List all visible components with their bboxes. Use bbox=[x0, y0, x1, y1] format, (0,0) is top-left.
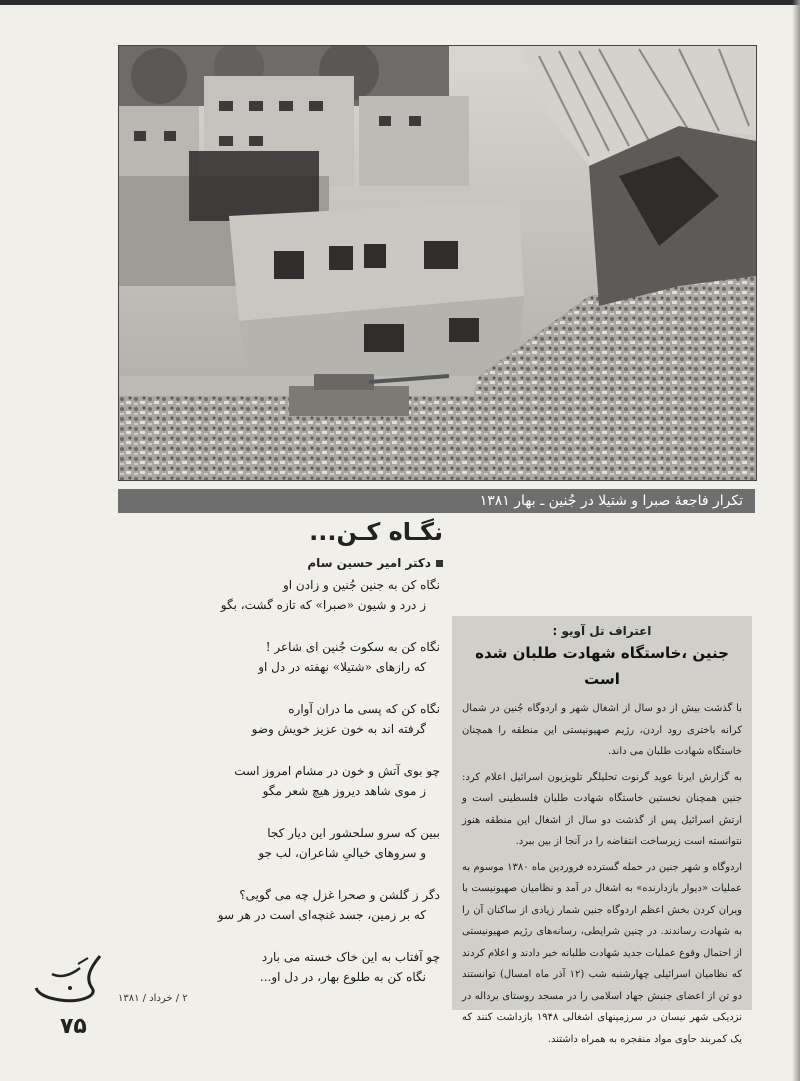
poem-stanza bbox=[190, 637, 440, 677]
poem-line: ز موی شاهد دیروز هیچ شعر مگو bbox=[262, 784, 426, 798]
issue-date: ۲ / خرداد / ۱۳۸۱ bbox=[118, 993, 188, 1004]
top-rule bbox=[0, 0, 800, 5]
poem-line: و سروهای خیالیِ شاعران، لب جو bbox=[258, 846, 426, 860]
poem-line: نگاه کن به سکوت جُنین ای شاعر ! bbox=[265, 640, 440, 654]
poem-line: ببین که سرو سلحشور این دیار کجا bbox=[267, 826, 440, 840]
poem-stanza bbox=[190, 885, 440, 925]
sidebar-headline: جنین ،خاستگاه شهادت طلبان شده است bbox=[475, 644, 729, 688]
poem-stanza bbox=[190, 947, 440, 987]
poem-stanza bbox=[190, 761, 440, 801]
poem-line: نگاه کن به طلوع بهار، در دل او... bbox=[259, 970, 426, 984]
binding-shadow bbox=[792, 0, 800, 1081]
author-name: دکتر امیر حسین سام bbox=[307, 556, 431, 570]
destroyed-buildings-photo bbox=[118, 45, 757, 481]
poem-line: نگاه کن به جنین جُنین و زادن او bbox=[282, 578, 440, 592]
poem-title: نگـاه کـن... bbox=[309, 518, 443, 546]
photo-caption: تکرار فاجعهٔ صبرا و شتیلا در جُنین ـ بهار ۱۳۸۱ bbox=[118, 489, 755, 513]
poem-stanza bbox=[190, 823, 440, 863]
poem-line: که رازهای «شتیلا» نهفته در دل او bbox=[258, 660, 426, 674]
sidebar-paragraph: اردوگاه و شهر جنین در حمله گسترده فروردین ماه ۱۳۸۰ موسوم به عملیات «دیوار بازدارنده» به اشغال در آمد و نظامیان صهیونیست با ویران کردن بخش اعظم اردوگاه جنین شمار زیادی از ساکنان آن را به شهادت رساندند. در چنین شرایطی، رسانه‌های رژیم صهیونیستی از احتمال وقوع عملیات جدید شهادت طلبانه خبر دادند و اعلام کردند که نظامیان اسرائیلی چهارشنبه شب (۱۲ آذر ماه امسال) توانستند دو تن از اعضای جنبش جهاد اسلامی را در مسجد روستای برداله در نزدیکی شهر نیسان در سرزمینهای اشغالی ۱۹۴۸ بازداشت کنند که یک کمربند حاوی مواد منفجره به همراه داشتند. bbox=[462, 861, 743, 1045]
poem-stanza bbox=[190, 575, 440, 615]
poem-line: چو آفتاب به این خاک خسته می بارد bbox=[261, 950, 440, 964]
sidebar-kicker: اعتراف تل آویو : bbox=[552, 624, 652, 638]
poem-line: چو بوی آتش و خون در مشام امروز است bbox=[234, 764, 440, 778]
poem-line: نگاه کن که پسی ما دران آواره bbox=[288, 702, 440, 716]
sidebar-paragraph: به گزارش ایرنا عوید گرنوت تحلیلگر تلویزیون اسرائیل اعلام کرد: جنین همچنان نخستین خاستگاه شهادت طلبان فلسطینی است و ارتش اسرائیل پس از گذشت دو سال از اشغال این منطقه هنوز نتوانسته است زیرساخت انتفاضه را در آنجا از بین ببرد. bbox=[462, 771, 742, 847]
poem-line: ز درد و شیون «صبرا» که تازه گشت، بگو bbox=[220, 598, 426, 612]
news-sidebar-box bbox=[452, 616, 752, 1045]
poem-line: گرفته اند به خون عزیز خویش وضو bbox=[251, 722, 426, 736]
poem-stanza bbox=[190, 699, 440, 739]
author-line bbox=[118, 556, 443, 570]
sidebar-paragraph: با گذشت بیش از دو سال از اشغال شهر و اردوگاه جُنین در شمال کرانه باختری رود اردن، رژیم صهیونیستی این منطقه را همچنان خاستگاه شهادت طلبان می داند. bbox=[462, 703, 742, 757]
poem-line: که بر زمین، جسد غنچه‌ای است در هر سو bbox=[217, 908, 426, 922]
kerman-logo bbox=[30, 948, 110, 1018]
bullet-square-icon bbox=[436, 560, 443, 567]
poem-line: دگر ز گلشن و صحرا غزل چه می گویی؟ bbox=[239, 888, 440, 902]
page-number: ۷۵ bbox=[60, 1014, 87, 1039]
photo-illustration bbox=[119, 46, 756, 480]
